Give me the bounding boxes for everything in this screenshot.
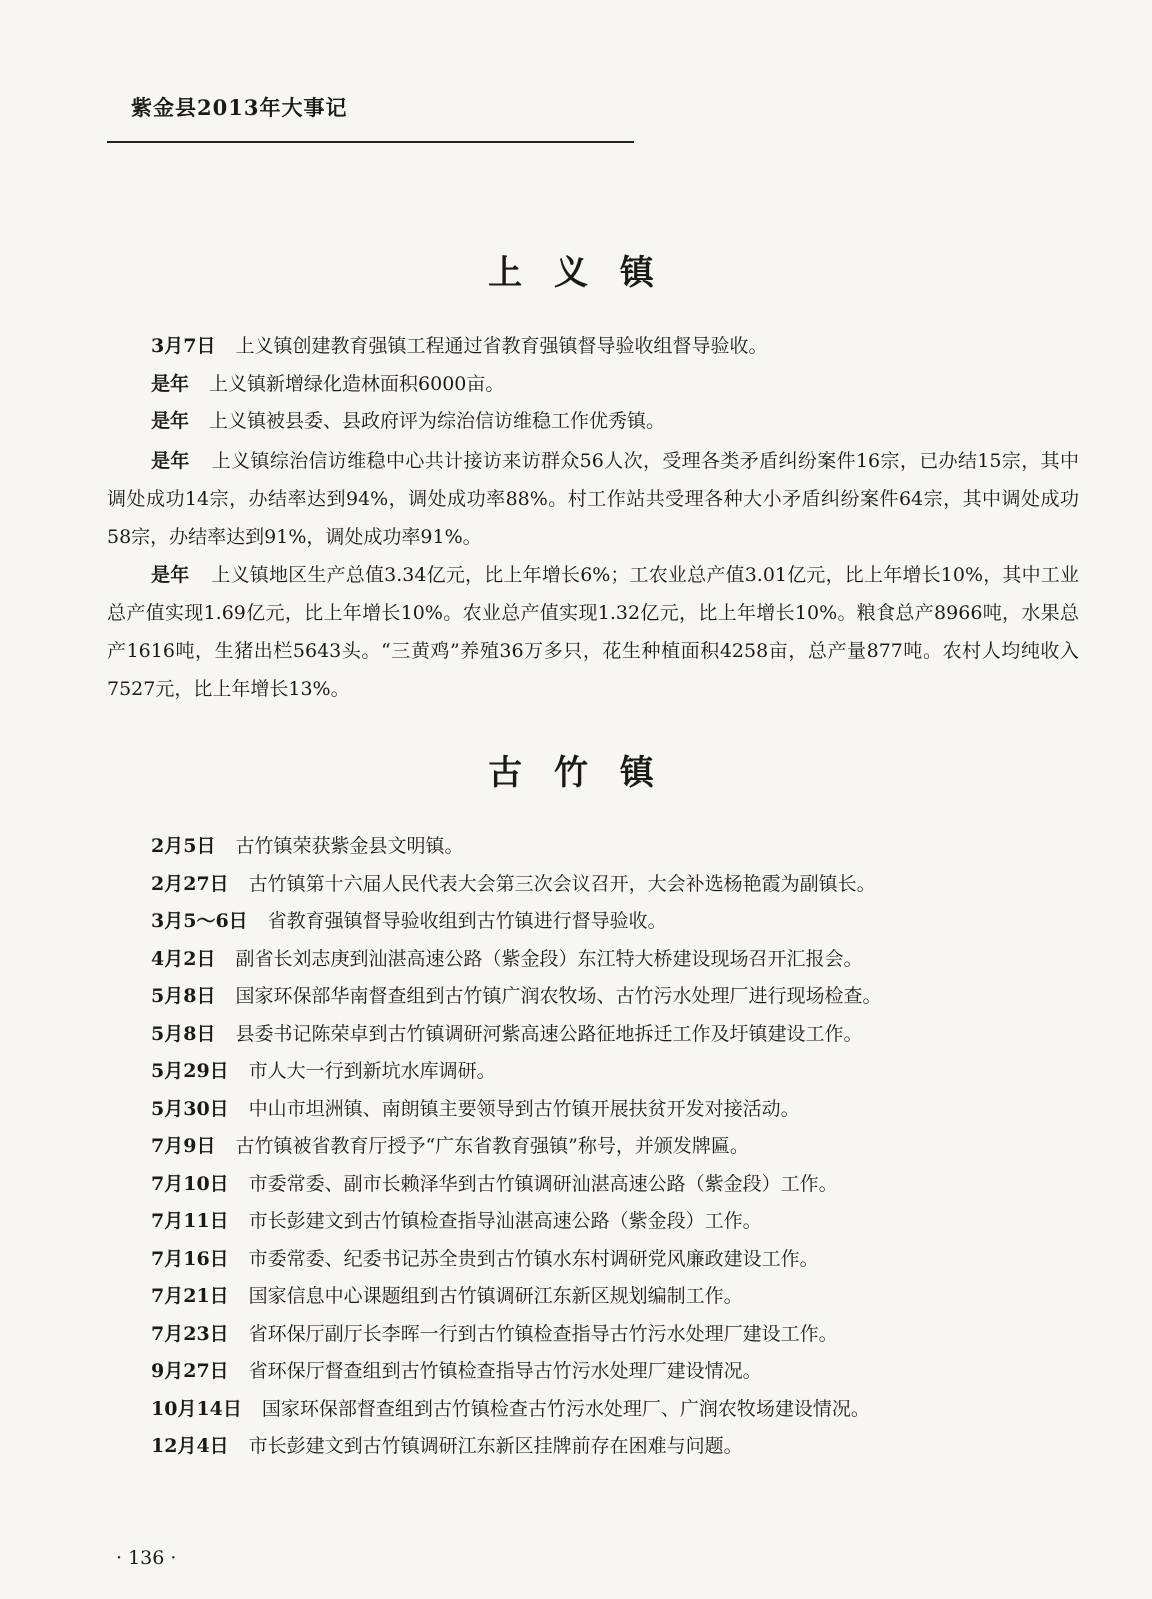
entry <box>151 941 1078 979</box>
entry-date: 5月8日 <box>151 1022 216 1045</box>
entry-text: 上义镇被县委、县政府评为综治信访维稳工作优秀镇。 <box>209 410 666 432</box>
entry <box>151 1203 1078 1241</box>
page-number: · 136 · <box>116 1547 177 1569</box>
entry-date: 是年 <box>151 410 190 432</box>
entry-date: 9月27日 <box>151 1360 229 1382</box>
entry-text: 上义镇新增绿化造林面积6000亩。 <box>209 372 505 395</box>
entry-date: 12月4日 <box>151 1435 229 1457</box>
entry <box>151 828 1078 866</box>
entry-date: 4月2日 <box>151 947 216 970</box>
entry-date: 10月14日 <box>151 1397 242 1420</box>
entry-text: 中山市坦洲镇、南朗镇主要领导到古竹镇开展扶贫开发对接活动。 <box>248 1097 800 1120</box>
entry-date: 5月30日 <box>151 1097 229 1120</box>
entry-text: 古竹镇第十六届人民代表大会第三次会议召开，大会补选杨艳霞为副镇长。 <box>248 872 876 895</box>
entry <box>151 1091 1078 1129</box>
entry-date: 5月29日 <box>151 1060 229 1082</box>
entry <box>151 1053 1078 1091</box>
entry <box>151 1316 1078 1354</box>
entry-text: 省环保厅副厅长李晖一行到古竹镇检查指导古竹污水处理厂建设工作。 <box>248 1322 838 1345</box>
entry-date: 是年 <box>151 564 190 586</box>
entry-date: 3月7日 <box>151 335 216 357</box>
entry-date: 是年 <box>151 450 190 472</box>
entry-text: 上义镇创建教育强镇工程通过省教育强镇督导验收组督导验收。 <box>235 335 768 357</box>
entry-text: 市委常委、纪委书记苏全贵到古竹镇水东村调研党风廉政建设工作。 <box>248 1247 819 1270</box>
entry-text: 古竹镇荣获紫金县文明镇。 <box>235 835 464 857</box>
entry-text: 市长彭建文到古竹镇调研江东新区挂牌前存在困难与问题。 <box>248 1435 743 1457</box>
entry-text: 国家环保部华南督查组到古竹镇广润农牧场、古竹污水处理厂进行现场检查。 <box>235 985 882 1007</box>
entry-long <box>107 442 1079 556</box>
entry <box>151 1016 1078 1054</box>
entry <box>151 366 1078 404</box>
entry-text: 县委书记陈荣卓到古竹镇调研河紫高速公路征地拆迁工作及圩镇建设工作。 <box>235 1022 863 1045</box>
section-title-guzhu: 古 竹 镇 <box>488 753 664 793</box>
shangyi-short-entries <box>151 328 1078 441</box>
entry-date: 7月10日 <box>151 1172 229 1195</box>
section-title-shangyi: 上 义 镇 <box>488 253 664 293</box>
entry <box>151 903 1078 941</box>
entry-date: 5月8日 <box>151 985 216 1007</box>
entry-date: 3月5～6日 <box>151 910 248 932</box>
entry-date: 7月23日 <box>151 1322 229 1345</box>
entry <box>151 1166 1078 1204</box>
entry-text: 市委常委、副市长赖泽华到古竹镇调研汕湛高速公路（紫金段）工作。 <box>248 1172 838 1195</box>
entry <box>151 1391 1078 1429</box>
entry-date: 7月9日 <box>151 1135 216 1157</box>
entry-text: 上义镇综治信访维稳中心共计接访来访群众56人次，受理各类矛盾纠纷案件16宗，已办结15宗，其中调处成功14宗，办结率达到94%，调处成功率88%。村工作站共受理各种大小矛盾纠纷案件64宗，其中调处成功58宗，办结率达到91%，调处成功率91%。 <box>107 450 1079 548</box>
entry <box>151 403 1078 441</box>
entry-date: 是年 <box>151 372 190 395</box>
entry-text: 市人大一行到新坑水库调研。 <box>248 1060 496 1082</box>
entry <box>151 1278 1078 1316</box>
guzhu-entries <box>151 828 1078 1466</box>
entry-text: 上义镇地区生产总值3.34亿元，比上年增长6%；工农业总产值3.01亿元，比上年增长10%，其中工业总产值实现1.69亿元，比上年增长10%。农业总产值实现1.32亿元，比上年增长10%。粮食总产8966吨，水果总产1616吨，生猪出栏5643头。“三黄鸡”养殖36万多只，花生种植面积4258亩，总产量877吨。农村人均纯收入7527元，比上年增长13%。 <box>107 564 1079 700</box>
entry <box>151 1128 1078 1166</box>
entry-date: 2月5日 <box>151 835 216 857</box>
entry <box>151 1241 1078 1279</box>
entry-long <box>107 556 1079 708</box>
entry-text: 省环保厅督查组到古竹镇检查指导古竹污水处理厂建设情况。 <box>248 1360 762 1382</box>
running-head: 紫金县2013年大事记 <box>131 95 348 120</box>
entry <box>151 866 1078 904</box>
entry <box>151 328 1078 366</box>
entry-text: 省教育强镇督导验收组到古竹镇进行督导验收。 <box>267 910 667 932</box>
entry-text: 古竹镇被省教育厅授予“广东省教育强镇”称号，并颁发牌匾。 <box>235 1135 749 1157</box>
entry <box>151 978 1078 1016</box>
entry-date: 2月27日 <box>151 872 229 895</box>
entry <box>151 1353 1078 1391</box>
entry-date: 7月16日 <box>151 1247 229 1270</box>
entry-text: 副省长刘志庚到汕湛高速公路（紫金段）东江特大桥建设现场召开汇报会。 <box>235 947 863 970</box>
entry <box>151 1428 1078 1466</box>
entry-text: 国家信息中心课题组到古竹镇调研江东新区规划编制工作。 <box>248 1285 743 1307</box>
entry-text: 市长彭建文到古竹镇检查指导汕湛高速公路（紫金段）工作。 <box>248 1210 762 1232</box>
entry-date: 7月21日 <box>151 1285 229 1307</box>
entry-text: 国家环保部督查组到古竹镇检查古竹污水处理厂、广润农牧场建设情况。 <box>261 1397 870 1420</box>
header-rule <box>107 141 634 143</box>
entry-date: 7月11日 <box>151 1210 229 1232</box>
